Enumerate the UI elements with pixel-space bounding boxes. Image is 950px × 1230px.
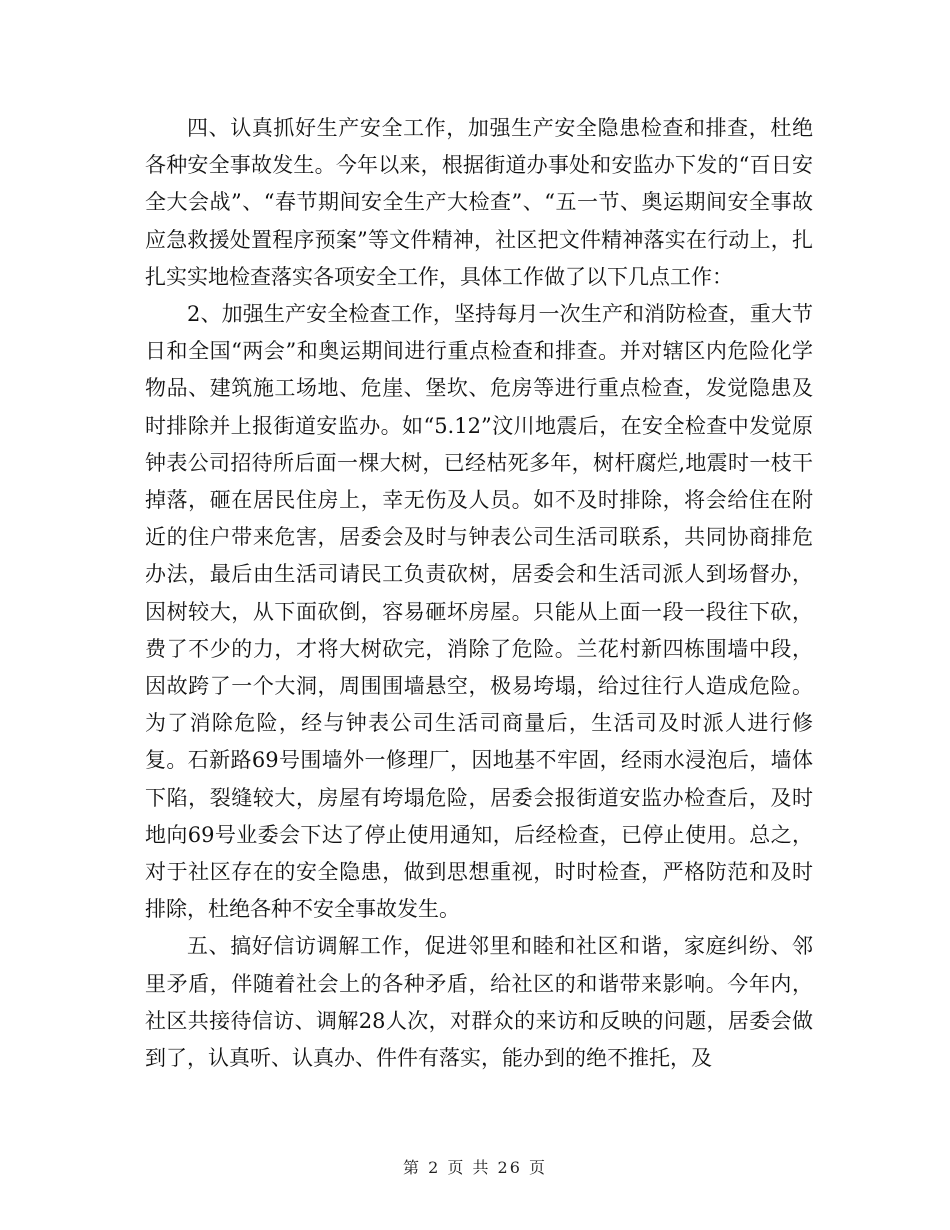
page-footer: 第 2 页 共 26 页 <box>403 1158 547 1177</box>
paragraph-section-four: 四、认真抓好生产安全工作，加强生产安全隐患检查和排查，杜绝各种安全事故发生。今年以来，根据街道办事处和安监办下发的“百日安全大会战”、“春节期间安全生产大检查”、“五一节、奥运期间安全事故应急救援处置程序预案”等文件精神，社区把文件精神落实在行动上，扎扎实实地检查落实各项安全工作，具体工作做了以下几点工作： <box>145 116 813 289</box>
document-body <box>145 110 813 1077</box>
paragraph-section-five: 五、搞好信访调解工作，促进邻里和睦和社区和谐，家庭纠纷、邻里矛盾，伴随着社会上的各种矛盾，给社区的和谐带来影响。今年内，社区共接待信访、调解28人次，对群众的来访和反映的问题，居委会做到了，认真听、认真办、件件有落实，能办到的绝不推托，及 <box>145 934 813 1071</box>
paragraph-item-two: 2、加强生产安全检查工作，坚持每月一次生产和消防检查，重大节日和全国“两会”和奥运期间进行重点检查和排查。并对辖区内危险化学物品、建筑施工场地、危崖、堡坎、危房等进行重点检查，发觉隐患及时排除并上报街道安监办。如“5.12”汶川地震后，在安全检查中发觉原钟表公司招待所后面一棵大树，已经枯死多年，树杆腐烂,地震时一枝干掉落，砸在居民住房上，幸无伤及人员。如不及时排除，将会给住在附近的住户带来危害，居委会及时与钟表公司生活司联系，共同协商排危办法，最后由生活司请民工负责砍树，居委会和生活司派人到场督办，因树较大，从下面砍倒，容易砸坏房屋。只能从上面一段一段往下砍，费了不少的力，才将大树砍完，消除了危险。兰花村新四栋围墙中段，因故跨了一个大洞，周围围墙悬空，极易垮塌，给过往行人造成危险。为了消除危险，经与钟表公司生活司商量后，生活司及时派人进行修复。石新路69号围墙外一修理厂，因地基不牢固，经雨水浸泡后，墙体下陷，裂缝较大，房屋有垮塌危险，居委会报街道安监办检查后，及时地向69号业委会下达了停止使用通知，后经检查，已停止使用。总之，对于社区存在的安全隐患，做到思想重视，时时检查，严格防范和及时排除，杜绝各种不安全事故发生。 <box>145 302 813 922</box>
